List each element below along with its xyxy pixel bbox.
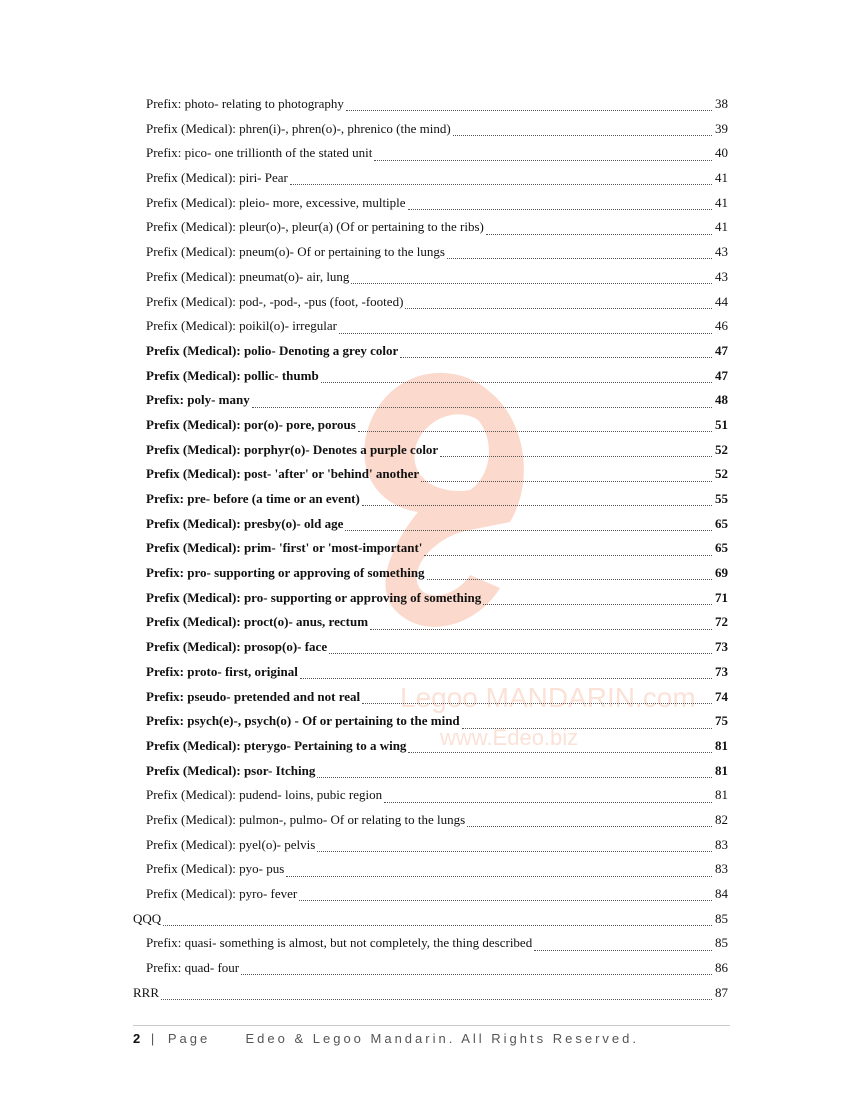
toc-entry-title: Prefix: poly- many [146,392,250,408]
toc-entry-title: Prefix: pro- supporting or approving of something [146,565,425,581]
toc-entry-title: Prefix (Medical): prim- 'first' or 'most-important' [146,540,423,556]
toc-entry[interactable] [133,561,728,586]
toc-entry-page-number: 85 [715,910,728,926]
toc-entry-page-number: 84 [715,886,728,901]
toc-entry[interactable] [133,166,728,191]
toc-dot-leader [290,175,712,185]
toc-entry[interactable] [133,438,728,463]
toc-entry-title: Prefix (Medical): pollic- thumb [146,367,319,383]
toc-entry[interactable] [133,265,728,290]
toc-entry-title: Prefix (Medical): pro- supporting or approving of something [146,589,482,605]
toc-entry[interactable] [133,462,728,487]
page-footer [133,1025,730,1046]
toc-entry-title: Prefix (Medical): por(o)- pore, porous [146,416,356,432]
toc-entry-title: Prefix (Medical): pulmon-, pulmo- Of or relating to the lungs [146,811,466,827]
toc-dot-leader [440,447,712,457]
toc-entry-title: Prefix: pico- one trillionth of the stated unit [146,145,373,161]
toc-dot-leader [351,274,712,284]
toc-entry-page-number: 73 [715,663,728,679]
toc-entry-title: Prefix (Medical): polio- Denoting a grey color [146,342,399,358]
toc-dot-leader [447,249,712,259]
toc-entry-title: Prefix (Medical): pyel(o)- pelvis [146,836,316,852]
toc-entry-page-number: 52 [715,441,728,457]
toc-entry[interactable] [133,660,728,685]
toc-entry-title: Prefix (Medical): pudend- loins, pubic region [146,787,383,803]
toc-dot-leader [300,669,712,679]
footer-separator: | [150,1031,158,1046]
toc-entry[interactable] [133,956,728,981]
toc-entry-page-number: 46 [715,318,728,334]
toc-dot-leader [462,719,712,729]
toc-entry-page-number: 39 [715,120,728,136]
toc-entry-page-number: 85 [715,935,728,951]
toc-entry-page-number: 86 [715,960,728,976]
toc-entry-page-number: 73 [715,639,728,655]
toc-entry-page-number: 48 [715,392,728,408]
toc-entry-page-number: 74 [715,688,728,704]
toc-entry-page-number: 72 [715,614,728,630]
toc-entry-title: Prefix (Medical): post- 'after' or 'behind' another [146,466,420,482]
toc-dot-leader [329,644,712,654]
toc-entry-title: Prefix (Medical): pleur(o)-, pleur(a) (Of or pertaining to the ribs) [146,219,484,235]
toc-entry-title: Prefix (Medical): psor- Itching [146,762,316,778]
toc-entry-page-number: 75 [715,713,728,729]
toc-entry-page-number: 44 [715,293,728,309]
toc-entry[interactable] [133,413,728,438]
toc-entry-title: Prefix (Medical): phren(i)-, phren(o)-, phrenico (the mind) [146,120,451,136]
toc-entry[interactable] [133,635,728,660]
toc-dot-leader [374,151,712,161]
toc-entry[interactable] [133,339,728,364]
toc-dot-leader [400,348,712,358]
toc-dot-leader [362,694,712,704]
toc-dot-leader [241,965,712,975]
toc-entry[interactable] [133,215,728,240]
toc-entry[interactable] [133,734,728,759]
toc-entry[interactable] [133,92,728,117]
toc-dot-leader [453,126,712,136]
footer-page-number: 2 [133,1031,141,1046]
toc-entry[interactable] [133,808,728,833]
toc-dot-leader [534,941,712,951]
toc-entry-page-number: 52 [715,466,728,482]
toc-entry[interactable] [133,314,728,339]
toc-entry[interactable] [133,907,728,932]
toc-entry-page-number: 65 [715,540,728,556]
toc-entry[interactable] [133,487,728,512]
toc-entry[interactable] [133,512,728,537]
toc-entry[interactable] [133,783,728,808]
footer-rights: Edeo & Legoo Mandarin. All Rights Reserved. [245,1031,639,1046]
toc-entry-title: Prefix: quasi- something is almost, but not completely, the thing described [146,935,533,951]
toc-entry-page-number: 69 [715,565,728,581]
toc-dot-leader [408,200,712,210]
toc-entry[interactable] [133,709,728,734]
toc-entry[interactable] [133,586,728,611]
toc-entry-page-number: 41 [715,194,728,210]
toc-entry-title: Prefix (Medical): pneumat(o)- air, lung [146,268,350,284]
toc-entry-page-number: 82 [715,811,728,827]
toc-entry-title: Prefix (Medical): poikil(o)- irregular [146,318,337,334]
toc-entry-page-number: 41 [715,219,728,235]
toc-dot-leader [317,842,712,852]
toc-entry-page-number: 47 [715,342,728,358]
toc-entry[interactable] [133,141,728,166]
toc-dot-leader [408,743,712,753]
footer-page-label: Page [167,1031,211,1046]
toc-entry-title: Prefix (Medical): pyo- pus [146,861,285,877]
toc-entry-page-number: 83 [715,836,728,852]
toc-dot-leader [370,620,712,630]
toc-entry-title: Prefix: proto- first, original [146,663,298,679]
toc-entry[interactable] [133,364,728,389]
toc-dot-leader [286,867,712,877]
toc-dot-leader [467,817,712,827]
toc-dot-leader [252,398,712,408]
toc-dot-leader [346,101,712,111]
toc-entry-page-number: 87 [715,984,728,1000]
toc-dot-leader [163,916,712,926]
toc-entry-page-number: 65 [715,515,728,531]
toc-dot-leader [483,595,712,605]
toc-entry-page-number: 81 [715,762,728,778]
toc-entry-title: Prefix (Medical): proct(o)- anus, rectum [146,614,369,630]
toc-entry[interactable] [133,290,728,315]
toc-entry[interactable] [133,685,728,710]
toc-entry-page-number: 40 [715,145,728,161]
toc-entry-page-number: 38 [715,96,728,111]
toc-entry-page-number: 83 [715,861,728,877]
toc-entry-title: Prefix: pre- before (a time or an event) [146,491,360,506]
toc-entry-page-number: 43 [715,244,728,260]
toc-entry[interactable] [133,759,728,784]
toc-dot-leader [339,324,712,334]
toc-entry-title: Prefix (Medical): pyro- fever [146,886,298,901]
toc-entry-title: Prefix (Medical): porphyr(o)- Denotes a purple color [146,441,439,457]
toc-dot-leader [321,373,712,383]
toc-entry-page-number: 43 [715,268,728,284]
toc-dot-leader [299,891,712,901]
toc-dot-leader [345,521,712,531]
toc-entry[interactable] [133,191,728,216]
toc-entry-title: Prefix (Medical): pterygo- Pertaining to a wing [146,737,407,753]
toc-entry-title: Prefix: psych(e)-, psych(o) - Of or pertaining to the mind [146,713,460,729]
toc-entry-title: Prefix (Medical): piri- Pear [146,170,288,186]
toc-entry-title: Prefix: pseudo- pretended and not real [146,688,361,704]
toc-entry-title: Prefix (Medical): pod-, -pod-, -pus (foot, -footed) [146,293,404,309]
toc-entry-title: RRR [133,984,160,1000]
toc-entry-page-number: 81 [715,737,728,753]
toc-dot-leader [161,990,712,1000]
toc-dot-leader [421,472,712,482]
toc-entry-page-number: 51 [715,416,728,432]
toc-dot-leader [424,546,712,556]
toc-dot-leader [362,496,712,506]
toc-entry-title: QQQ [133,910,162,926]
toc-entry-title: Prefix (Medical): prosop(o)- face [146,639,328,655]
toc-entry-page-number: 55 [715,491,728,506]
toc-entry-page-number: 41 [715,170,728,186]
toc-entry-title: Prefix: photo- relating to photography [146,96,344,111]
toc-dot-leader [486,225,712,235]
toc-entry[interactable] [133,981,728,1006]
toc-entry-page-number: 71 [715,589,728,605]
toc-entry[interactable] [133,117,728,142]
watermark-text-line1: Legoo MANDARIN.com [400,682,696,713]
toc-entry-page-number: 81 [715,787,728,803]
toc-entry[interactable] [133,388,728,413]
toc-entry-page-number: 47 [715,367,728,383]
toc-entry[interactable] [133,857,728,882]
toc-dot-leader [427,570,712,580]
toc-entry[interactable] [133,240,728,265]
toc-entry-title: Prefix: quad- four [146,960,240,976]
toc-entry[interactable] [133,536,728,561]
toc-entry[interactable] [133,931,728,956]
toc-entry[interactable] [133,610,728,635]
watermark-text-line2: www.Edeo.biz [440,725,579,750]
toc-entry-title: Prefix (Medical): presby(o)- old age [146,515,344,531]
toc-dot-leader [384,793,712,803]
toc-dot-leader [358,422,712,432]
toc-dot-leader [405,299,712,309]
toc-entry[interactable] [133,833,728,858]
table-of-contents [133,92,728,1005]
toc-entry-title: Prefix (Medical): pleio- more, excessive, multiple [146,194,406,210]
toc-entry-title: Prefix (Medical): pneum(o)- Of or pertaining to the lungs [146,244,445,260]
toc-dot-leader [317,768,712,778]
toc-entry[interactable] [133,882,728,907]
